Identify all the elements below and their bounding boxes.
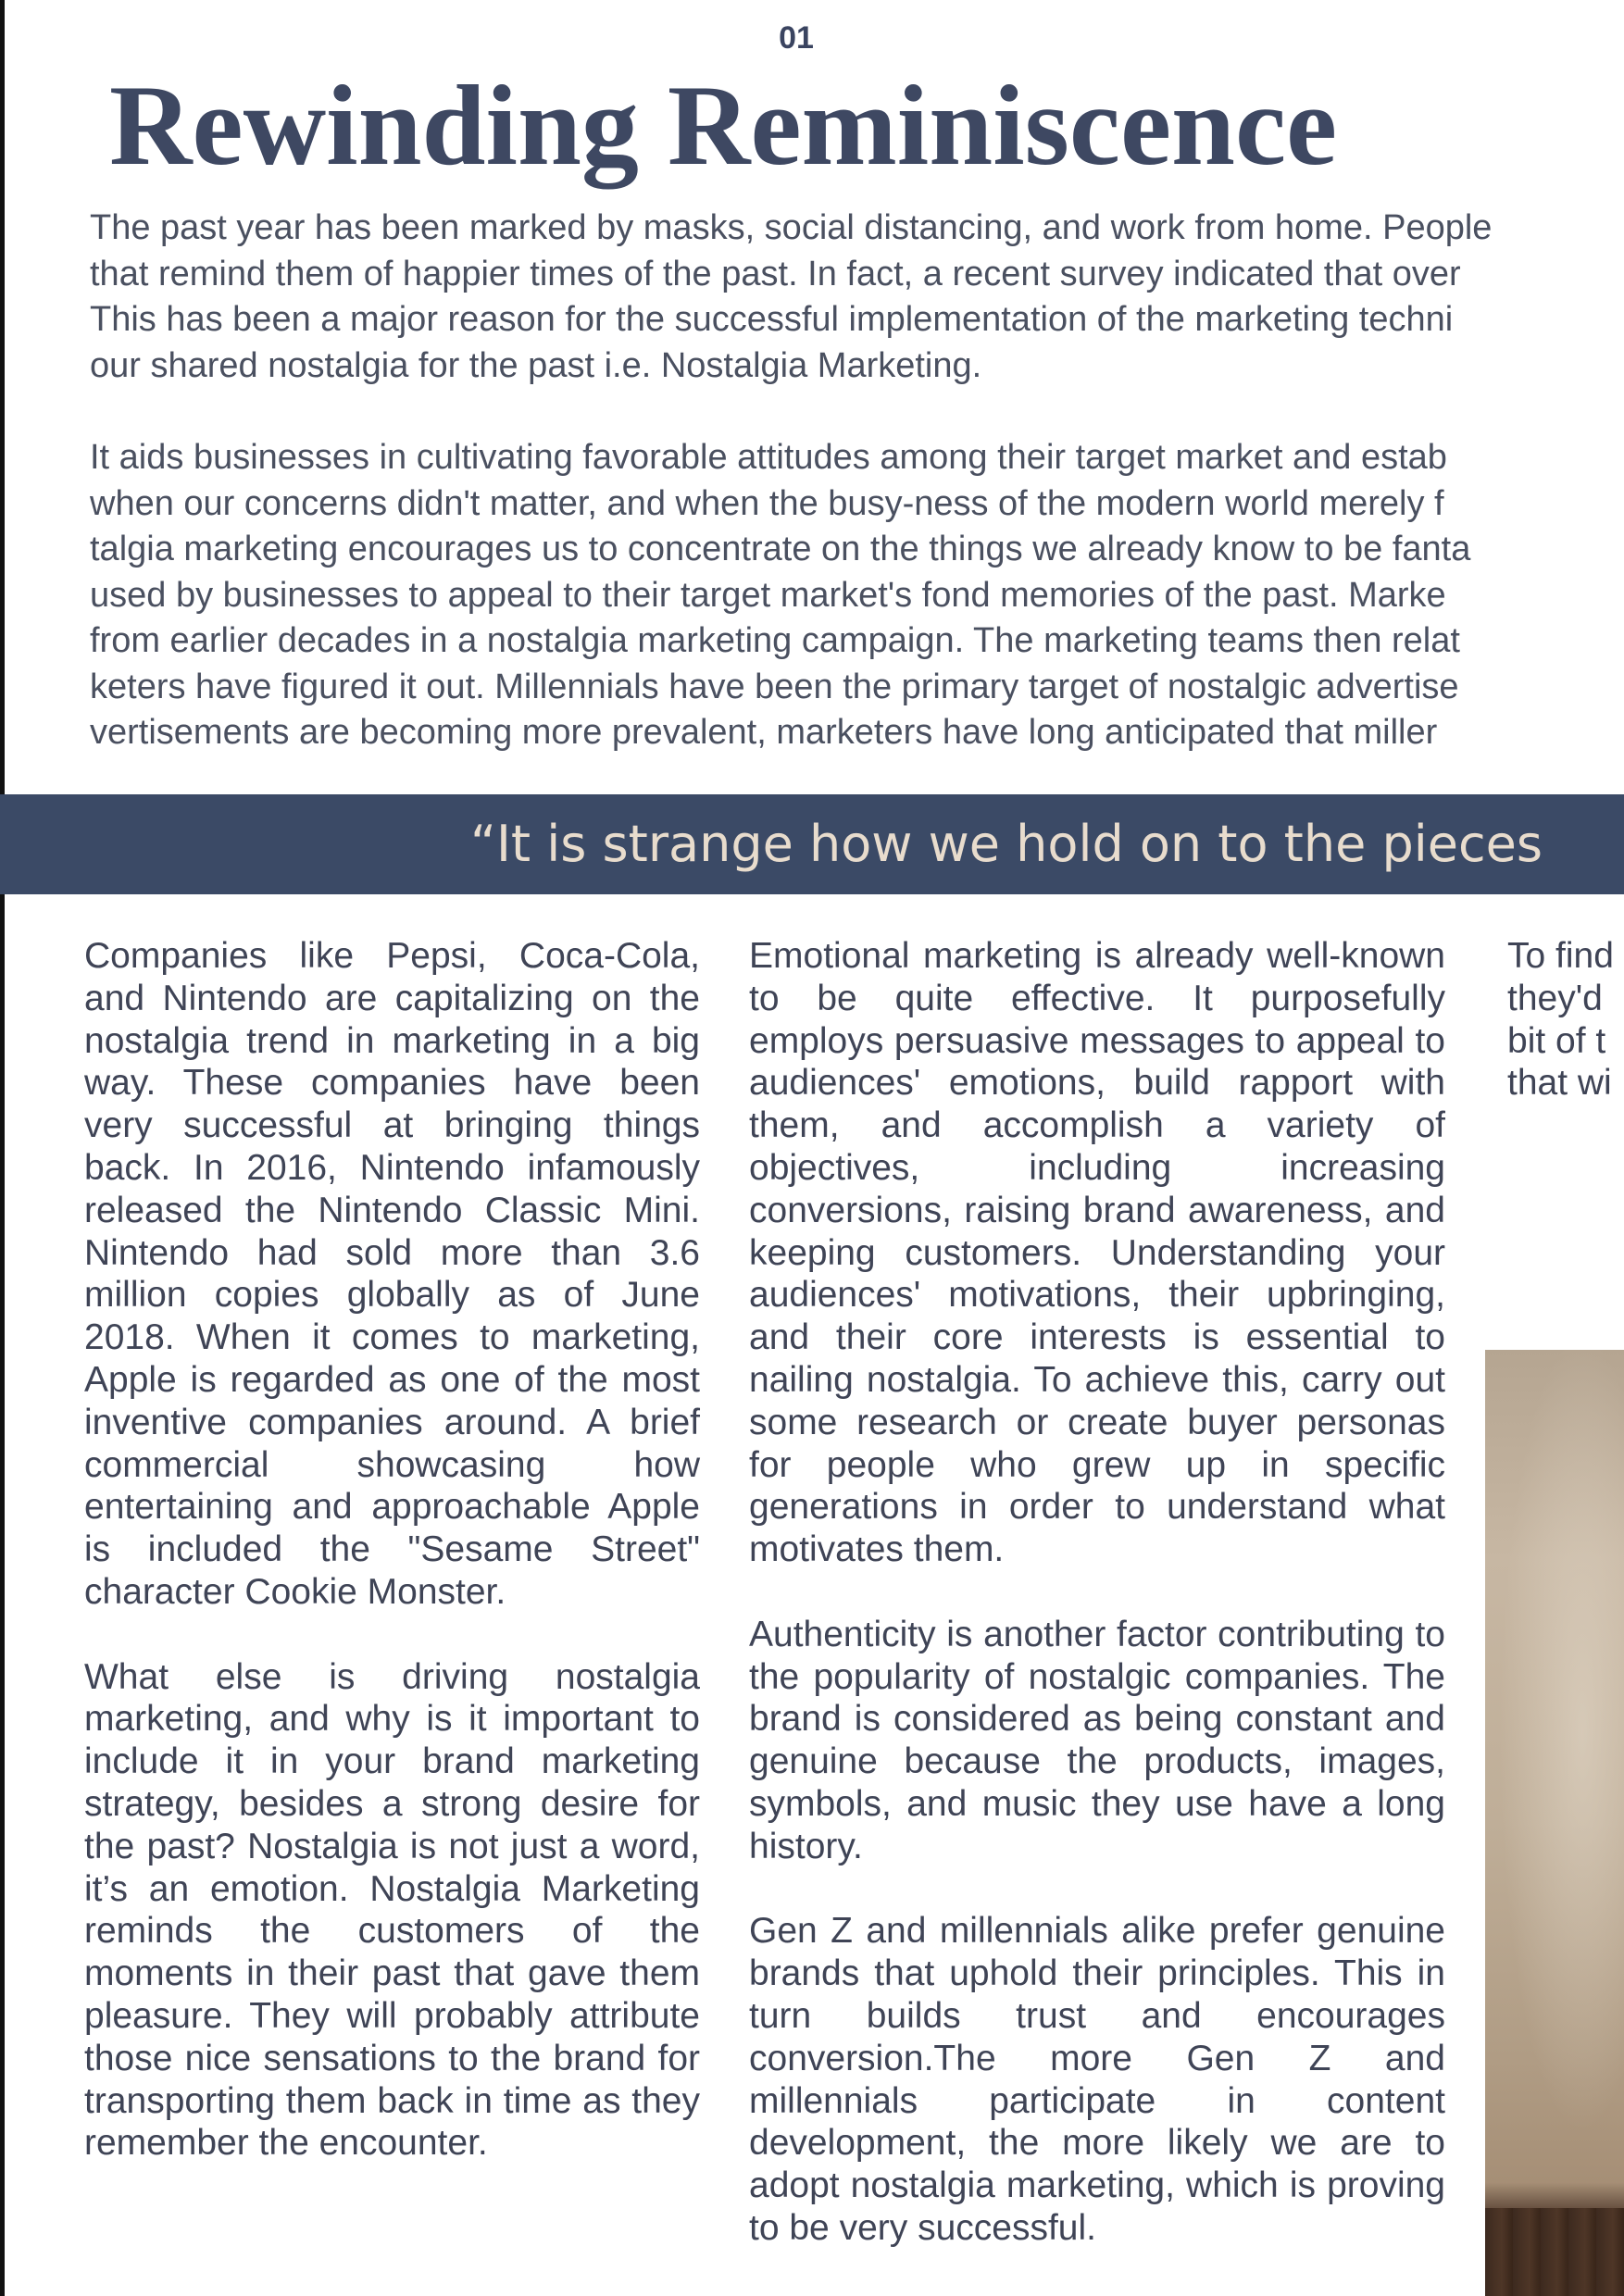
pull-quote: “It is strange how we hold on to the pieces (470, 815, 1543, 873)
intro-line: from earlier decades in a nostalgia marketing campaign. The marketing teams then relat (90, 621, 1460, 660)
intro-line: that remind them of happier times of the past. In fact, a recent survey indicated that over (90, 254, 1461, 293)
pull-quote-band (0, 794, 1624, 894)
column-3-line: To find (1507, 936, 1614, 976)
photo-wall (1485, 1350, 1624, 2202)
intro-line: talgia marketing encourages us to concentrate on the things we already know to be fanta (90, 530, 1471, 568)
intro-line: vertisements are becoming more prevalent, marketers have long anticipated that miller (90, 713, 1438, 752)
body-paragraph: Authenticity is another factor contributing to the popularity of nostalgic companies. The brand is considered as being constant and genuine because the products, images, symbols, and music they use have a long history. (749, 1614, 1445, 1866)
article-title: Rewinding Reminiscence (109, 62, 1338, 189)
column-3-line: they'd (1507, 978, 1603, 1018)
page-edge-bar (0, 0, 5, 2296)
page-number: 01 (779, 20, 814, 56)
column-3-line: that wi (1507, 1063, 1612, 1104)
body-paragraph: What else is driving nostalgia marketing, and why is it important to include it in your brand marketing strategy, besides a strong desire for the past? Nostalgia is not just a word, it’s an emotion. Nostalgia Marketing reminds the customers of the moments in their past that gave them pleasure. They will probably attribute those nice sensations to the brand for transporting them back in time as they remember the encounter. (84, 1656, 700, 2164)
intro-line: The past year has been marked by masks, social distancing, and work from home. People (90, 208, 1493, 247)
intro-section (90, 206, 1624, 756)
intro-line: This has been a major reason for the successful implementation of the marketing techni (90, 300, 1454, 339)
body-column-2 (749, 935, 1445, 2250)
intro-line: keters have figured it out. Millennials have been the primary target of nostalgic advertise (90, 667, 1459, 706)
intro-line: when our concerns didn't matter, and when the busy-ness of the modern world merely f (90, 483, 1444, 523)
body-column-1 (84, 935, 700, 2165)
intro-paragraph-1 (90, 206, 1624, 389)
column-3-line: bit of t (1507, 1020, 1606, 1061)
body-paragraph: Gen Z and millennials alike prefer genuine brands that uphold their principles. This in turn builds trust and encourages conversion.The more Gen Z and millennials participate in content development, the more likely we are to adopt nostalgia marketing, which is proving to be very successful. (749, 1911, 1445, 2248)
body-paragraph: Emotional marketing is already well-known to be quite effective. It purposefully employs persuasive messages to appeal to audiences' emotions, build rapport with them, and accomplish a variety of objectives, including increasing conversions, raising brand awareness, and keeping customers. Understanding your audiences' motivations, their upbringing, and their core interests is essential to nailing nostalgia. To achieve this, carry out some research or create buyer personas for people who grew up in specific generations in order to understand what motivates them. (749, 936, 1445, 1570)
intro-paragraph-2 (90, 435, 1624, 756)
intro-line: It aids businesses in cultivating favorable attitudes among their target market and estab (90, 438, 1447, 477)
body-paragraph: Companies like Pepsi, Coca-Cola, and Nintendo are capitalizing on the nostalgia trend in marketing in a big way. These companies have been very successful at bringing things back. In 2016, Nintendo infamously released the Nintendo Classic Mini. Nintendo had sold more than 3.6 million copies globally as of June 2018. When it comes to marketing, Apple is regarded as one of the most inventive companies around. A brief commercial showcasing how entertaining and approachable Apple is included the "Sesame Street" character Cookie Monster. (84, 936, 700, 1612)
body-column-3 (1507, 935, 1624, 1104)
article-photo (1485, 1350, 1624, 2296)
intro-line: used by businesses to appeal to their target market's fond memories of the past. Marke (90, 575, 1446, 615)
intro-line: our shared nostalgia for the past i.e. Nostalgia Marketing. (90, 345, 982, 385)
photo-floor (1485, 2208, 1624, 2296)
